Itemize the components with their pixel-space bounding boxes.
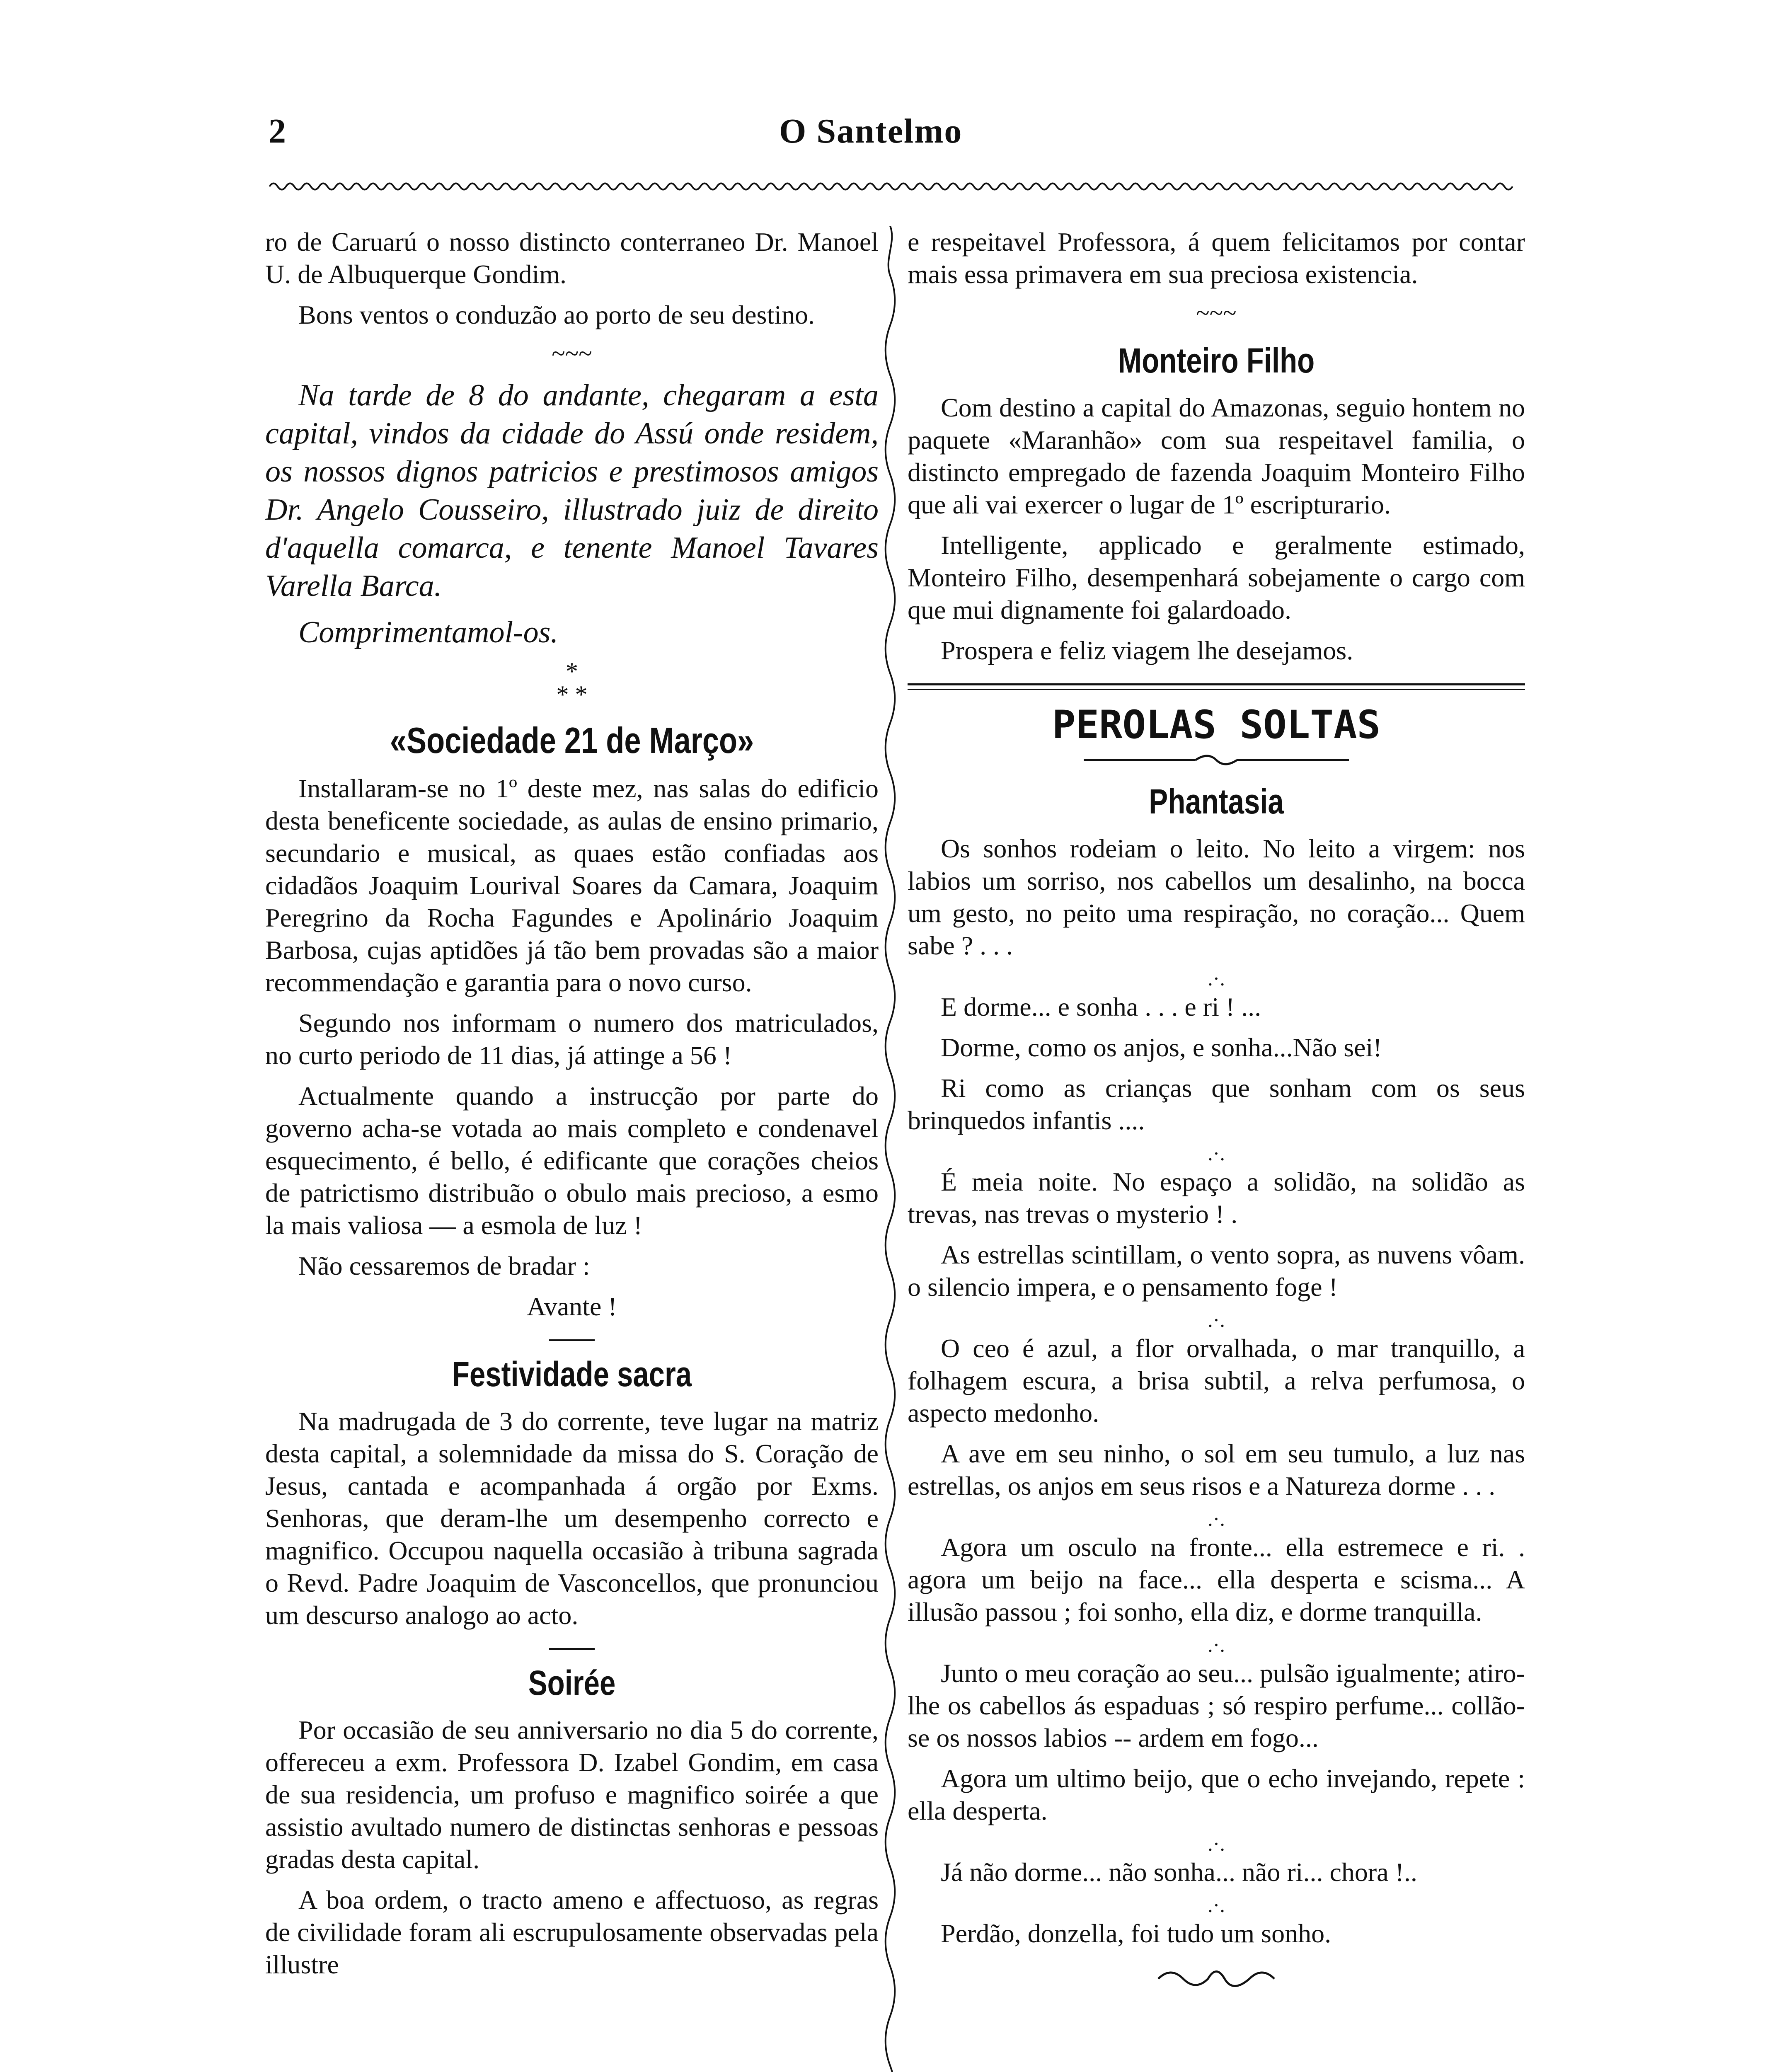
dots-separator: .·. bbox=[1208, 1507, 1225, 1530]
section-rule bbox=[908, 683, 1525, 690]
dots-separator: .·. bbox=[1208, 1832, 1225, 1855]
small-ornament: ~~~ bbox=[552, 340, 592, 367]
dots-separator: .·. bbox=[1208, 967, 1225, 990]
section-title: PEROLAS SOLTAS bbox=[1052, 702, 1381, 748]
paragraph: Agora um osculo na fronte... ella estremece e ri. . agora um beijo na face... ella desperta e scisma... A illusão passou ; foi sonho, ella diz, e dorme tranquilla. bbox=[908, 1532, 1525, 1627]
heading-phantasia: Phantasia bbox=[1149, 782, 1284, 821]
short-rule bbox=[549, 1648, 595, 1650]
wavy-header-rule bbox=[269, 178, 1517, 195]
article-continuation: ro de Caruarú o nosso distincto conterraneo Dr. Manoel U. de Albuquerque Gondim. bbox=[265, 227, 879, 289]
paragraph: Dorme, como os anjos, e sonha...Não sei! bbox=[941, 1033, 1382, 1062]
paragraph: O ceo é azul, a flor orvalhada, o mar tranquillo, a folhagem escura, a brisa subtil, a relva perfumosa, o aspecto medonho. bbox=[908, 1334, 1525, 1428]
paragraph: Com destino a capital do Amazonas, seguio hontem no paquete «Maranhão» com sua respeitavel familia, o distincto empregado de fazenda Joaquim Monteiro Filho que ali vai exercer o lugar de 1º escripturario. bbox=[908, 393, 1525, 519]
italic-greeting: Comprimentamol-os. bbox=[298, 615, 558, 649]
paragraph: É meia noite. No espaço a solidão, na solidão as trevas, nas trevas o mysterio ! . bbox=[908, 1167, 1525, 1229]
paragraph: Não cessaremos de bradar : bbox=[298, 1251, 590, 1280]
paragraph: E dorme... e sonha . . . e ri ! ... bbox=[941, 992, 1261, 1021]
paragraph: As estrellas scintillam, o vento sopra, as nuvens vôam. o silencio impera, e o pensamento foge ! bbox=[908, 1240, 1525, 1302]
ornament-rule bbox=[1084, 752, 1349, 768]
paragraph: Na madrugada de 3 do corrente, teve lugar na matriz desta capital, a solemnidade da missa do S. Coração de Jesus, cantada e acompanhada á orgão por Exms. Senhoras, que deram-lhe um desempenho correcto e magnifico. Occupou naquella occasião à tribuna sagrada o Revd. Padre Joaquim de Vasconcellos, que pronunciou um descurso analogo ao acto. bbox=[265, 1406, 879, 1630]
closing-flourish bbox=[1154, 1962, 1278, 1991]
paragraph: Perdão, donzella, foi tudo um sonho. bbox=[941, 1919, 1332, 1948]
italic-notice: Na tarde de 8 do andante, chegaram a esta capital, vindos da cidade do Assú onde residem, os nossos dignos patricios e prestimosos amigos Dr. Angelo Cousseiro, illustrado juiz de direito d'aquella comarca, e tenente Manoel Tavares Varella Barca. bbox=[265, 378, 879, 603]
dots-separator: .·. bbox=[1208, 1633, 1225, 1656]
page-number: 2 bbox=[269, 112, 286, 150]
paragraph: Já não dorme... não sonha... não ri... chora !.. bbox=[941, 1857, 1417, 1887]
paragraph: Avante ! bbox=[527, 1292, 617, 1321]
paragraph: Ri como as crianças que sonham com os seus brinquedos infantis .... bbox=[908, 1073, 1525, 1135]
paragraph: Por occasião de seu anniversario no dia 5 do corrente, offereceu a exm. Professora D. Izabel Gondim, em casa de sua residencia, um profuso e magnifico soirée a que assistio avultado numero de distinctas senhoras e pessoas gradas desta capital. bbox=[265, 1715, 879, 1874]
left-column bbox=[265, 226, 879, 2072]
paragraph: A ave em seu ninho, o sol em seu tumulo, a luz nas estrellas, os anjos em seus risos e a Natureza dorme . . . bbox=[908, 1439, 1525, 1501]
asterism: * * * bbox=[556, 658, 588, 708]
dots-separator: .·. bbox=[1208, 1308, 1225, 1331]
column-divider bbox=[882, 226, 898, 2072]
paragraph: Junto o meu coração ao seu... pulsão igualmente; atiro-lhe os cabellos ás espaduas ; só respiro perfume... collão-se os nossos labios -- ardem em fogo... bbox=[908, 1658, 1525, 1752]
paragraph: Prospera e feliz viagem lhe desejamos. bbox=[941, 636, 1353, 665]
paragraph: Os sonhos rodeiam o leito. No leito a virgem: nos labios um sorriso, nos cabellos um desalinho, na bocca um gesto, no peito uma respiração, no coração... Quem sabe ? . . . bbox=[908, 834, 1525, 960]
heading-soiree: Soirée bbox=[528, 1663, 616, 1702]
paragraph: Agora um ultimo beijo, que o echo invejando, repete : ella desperta. bbox=[908, 1764, 1525, 1825]
article-continuation: e respeitavel Professora, á quem felicitamos por contar mais essa primavera em sua preciosa existencia. bbox=[908, 227, 1525, 289]
paragraph: Intelligente, applicado e geralmente estimado, Monteiro Filho, desempenhará sobejamente o cargo com que mui dignamente foi galardoado. bbox=[908, 530, 1525, 625]
dots-separator: .·. bbox=[1208, 1142, 1225, 1165]
paragraph: Bons ventos o conduzão ao porto de seu destino. bbox=[298, 300, 815, 329]
paragraph: Installaram-se no 1º deste mez, nas salas do edificio desta beneficente sociedade, as aulas de ensino primario, secundario e musical, as quaes estão confiadas aos cidadãos Joaquim Lourival Soares da Camara, Joaquim Peregrino da Rocha Fagundes e Apolinário Joaquim Barbosa, cujas aptidões já tão bem provadas são a maior recommendação e garantia para o novo curso. bbox=[265, 774, 879, 997]
paragraph: Segundo nos informam o numero dos matriculados, no curto periodo de 11 dias, já attinge a 56 ! bbox=[265, 1008, 879, 1070]
right-column bbox=[908, 226, 1525, 2072]
newspaper-title: O Santelmo bbox=[779, 112, 963, 150]
paragraph: A boa ordem, o tracto ameno e affectuoso, as regras de civilidade foram ali escrupulosamente observadas pela illustre bbox=[265, 1885, 879, 1979]
dots-separator: .·. bbox=[1208, 1893, 1225, 1917]
heading-monteiro: Monteiro Filho bbox=[1118, 341, 1315, 380]
heading-festividade: Festividade sacra bbox=[452, 1355, 692, 1394]
paragraph: Actualmente quando a instrucção por parte do governo acha-se votada ao mais completo e condenavel esquecimento, é bello, é edificante que corações cheios de patrictismo distribuão o obulo mais precioso, a esmo la mais valiosa — a esmola de luz ! bbox=[265, 1081, 879, 1240]
short-rule bbox=[549, 1339, 595, 1341]
small-ornament: ~~~ bbox=[1196, 299, 1237, 327]
heading-sociedade: «Sociedade 21 de Março» bbox=[390, 720, 754, 761]
